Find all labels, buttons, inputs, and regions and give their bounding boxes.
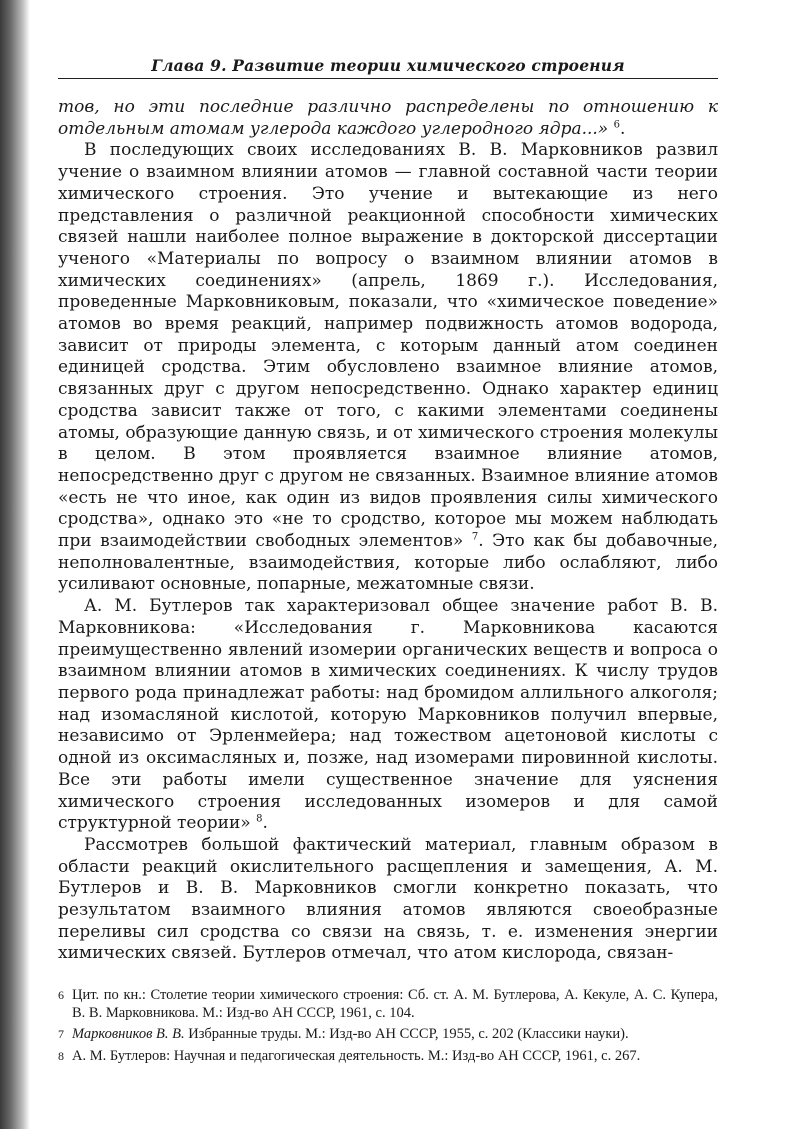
running-header: Глава 9. Развитие теории химического строения	[58, 56, 718, 79]
footnote-6	[58, 987, 718, 1022]
quote-continuation: тов, но эти последние различно распределены по отношению к отдельным атомам углерода каждого углеродного ядра...»	[58, 97, 718, 139]
footnote-author: Марковников В. В.	[72, 1026, 185, 1043]
footnote-8	[58, 1048, 718, 1066]
footnote-text: Марковников В. В. Избранные труды. М.: Изд-во АН СССР, 1955, с. 202 (Классики науки).	[72, 1026, 629, 1043]
footnote-text: Цит. по кн.: Столетие теории химического строения: Сб. ст. А. М. Бутлерова, А. Кекуле, А. С. Купера, В. В. Марковникова. М.: Изд-во АН СССР, 1961, с. 104.	[72, 987, 718, 1021]
footnote-mark: 6	[58, 988, 64, 1003]
paragraph-2	[58, 140, 718, 596]
footnote-ref-8[interactable]: 8	[256, 813, 263, 825]
paragraph-4	[58, 835, 718, 965]
paragraph-3	[58, 596, 718, 835]
book-page	[58, 56, 718, 1069]
paragraph-1: тов, но эти последние различно распределены по отношению к отдельным атомам углерода каждого углеродного ядра...» $^6$.	[58, 97, 718, 139]
paragraph-2-text: В последующих своих исследованиях В. В. Марковников развил учение о взаимном влиянии атомов — главной составной части теории химического строения. Это учение и вытекающие из него представления о различной реакционной способности химических связей нашли наиболее полное выражение в докторской диссертации ученого «Материалы по вопросу о взаимном влиянии атомов в химических соединениях» (апрель, 1869 г.). Исследования, проведенные Марковниковым, показали, что «химическое поведение» атомов во время реакций, например подвижность атомов водорода, зависит от природы элемента, с которым данный атом соединен единицей сродства. Этим обусловлено взаимное влияние атомов, связанных друг с другом непосредственно. Однако характер единиц сродства зависит также от того, с какими элементами соединены атомы, образующие данную связь, и от химического строения молекулы в целом. В этом проявляется взаимное влияние атомов, непосредственно друг с другом не связанных. Взаимное влияние атомов «есть не что иное, как один из видов проявления силы химического сродства», однако это «не то сродство, которое мы можем наблюдать при взаимодействии свободных элементов»	[58, 140, 718, 552]
footnote-7	[58, 1026, 718, 1044]
paragraph-3-rest: .	[262, 813, 268, 834]
footnote-mark: 8	[58, 1048, 64, 1063]
footnote-mark: 7	[58, 1027, 64, 1042]
paragraph-4-text: Рассмотрев большой фактический материал, главным образом в области реакций окислительного расщепления и замещения, А. М. Бутлеров и В. В. Марковников смогли конкретно показать, что результатом взаимного влияния атомов являются своеобразные переливы сил сродства со связи на связь, т. е. изменения энергии химических связей. Бутлеров отмечал, что атом кислорода, связан-	[58, 834, 718, 964]
footnote-ref-6[interactable]: 6	[613, 119, 620, 131]
paragraph-2-rest: . Это как бы добавочные, неполновалентные, взаимодействия, которые либо ослабляют, либо усиливают основные, попарные, межатомные связи.	[58, 531, 719, 595]
main-text	[58, 97, 718, 965]
footnotes	[58, 987, 718, 1065]
footnote-ref-7[interactable]: 7	[471, 531, 479, 543]
footnote-text: А. М. Бутлеров: Научная и педагогическая деятельность. М.: Изд-во АН СССР, 1961, с. 267.	[72, 1047, 641, 1064]
scan-page-edge	[0, 0, 30, 1129]
paragraph-3-text: А. М. Бутлеров так характеризовал общее значение работ В. В. Марковникова: «Исследования г. Марковникова касаются преимущественно явлений изомерии органических веществ и вопроса о взаимном влиянии атомов в химических соединениях. К числу трудов первого рода принадлежат работы: над бромидом аллильного алкоголя; над изомасляной кислотой, которую Марковников получил впервые, независимо от Эрленмейера; над тожеством ацетоновой кислоты с одной из оксимасляных и, позже, над изомерами пировинной кислоты. Все эти работы имели существенное значение для уяснения химического строения исследованных изомеров и для самой структурной теории»	[58, 596, 718, 834]
